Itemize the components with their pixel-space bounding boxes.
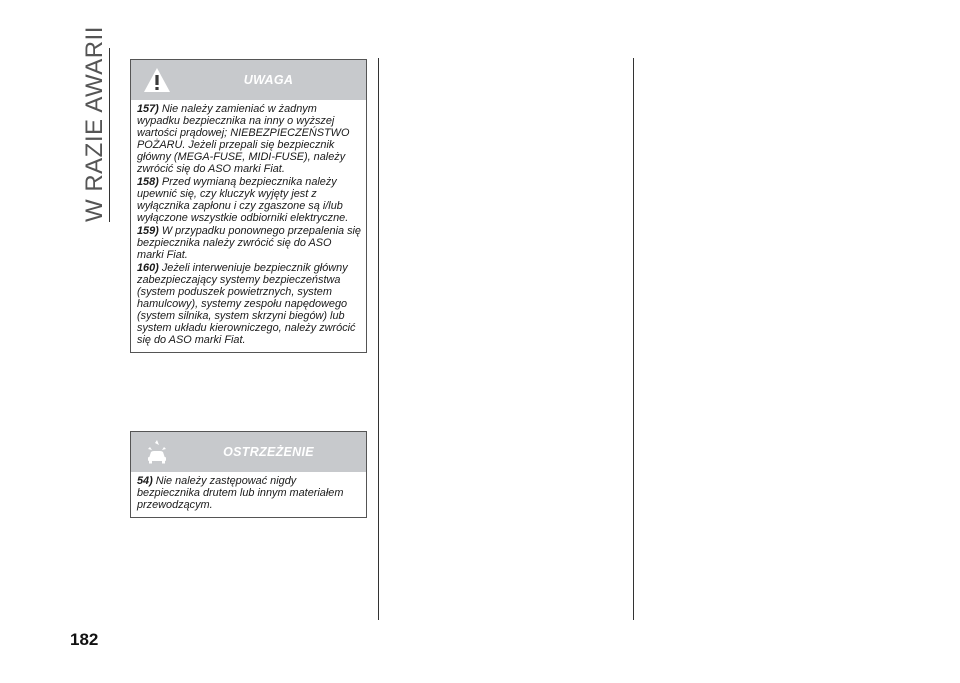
car-damage-icon [143, 438, 171, 466]
warning-note [137, 262, 361, 346]
note-text: Jeżeli interweniuje bezpiecznik główny zabezpieczający systemy bezpieczeństwa (system poduszek powietrznych, system hamulcowy), systemy zespołu napędowego (system silnika, system skrzyni biegów) lub system układu kierowniczego, należy zwrócić się do ASO marki Fiat. [137, 262, 356, 346]
section-title-rule [109, 48, 110, 222]
warning-box [130, 59, 367, 353]
note-text: Przed wymianą bezpiecznika należy upewnić się, czy kluczyk wyjęty jest z wyłącznika zapłonu i czy zgaszone są i/lub wyłączone wszystkie odbiorniki elektryczne. [137, 176, 349, 224]
warning-note [137, 103, 361, 175]
warning-box-header [131, 60, 366, 100]
note-text: W przypadku ponownego przepalenia się bezpiecznika należy zwrócić się do ASO marki Fiat. [137, 225, 361, 261]
warning-note [137, 225, 361, 261]
warning-note [137, 176, 361, 224]
warning-triangle-icon [143, 66, 171, 94]
note-number: 157) [137, 103, 159, 115]
caution-box-body [131, 472, 366, 517]
note-number: 159) [137, 225, 159, 237]
note-number: 54) [137, 475, 153, 487]
warning-box-body [131, 100, 366, 352]
caution-box [130, 431, 367, 518]
column-divider-right [633, 58, 634, 620]
warning-box-title: UWAGA [243, 73, 294, 87]
caution-note [137, 475, 361, 511]
note-text: Nie należy zastępować nigdy bezpiecznika drutem lub innym materiałem przewodzącym. [137, 475, 344, 511]
caution-box-header [131, 432, 366, 472]
note-number: 160) [137, 262, 159, 274]
note-text: Nie należy zamieniać w żadnym wypadku bezpiecznika na inny o wyższej wartości prądowej; NIEBEZPIECZEŃSTWO POŻARU. Jeżeli przepali się bezpiecznik główny (MEGA-FUSE, MIDI-FUSE), należy zwrócić się do ASO marki Fiat. [137, 103, 350, 175]
section-title: W RAZIE AWARII [81, 26, 108, 222]
page-number: 182 [70, 630, 99, 649]
caution-box-title: OSTRZEŻENIE [223, 445, 314, 459]
note-number: 158) [137, 176, 159, 188]
column-divider-left [378, 58, 379, 620]
